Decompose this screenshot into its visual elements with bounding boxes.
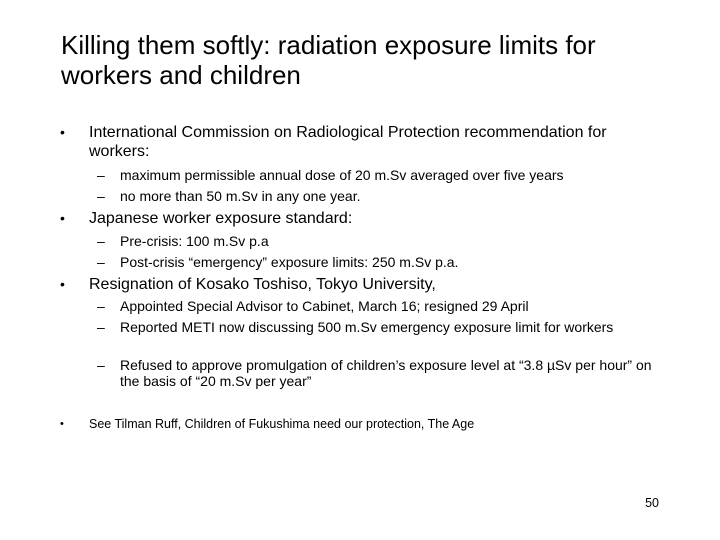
bullet-icon: • xyxy=(60,124,65,140)
sub-bullet-text: maximum permissible annual dose of 20 m.Sv averaged over five years xyxy=(120,167,564,183)
dash-icon: – xyxy=(97,319,105,335)
sub-bullet-text: Appointed Special Advisor to Cabinet, March 16; resigned 29 April xyxy=(120,298,529,314)
bullet-item-2 xyxy=(60,209,669,228)
dash-icon: – xyxy=(97,254,105,270)
page-number: 50 xyxy=(645,496,659,510)
sub-bullet-text: Pre-crisis: 100 m.Sv p.a xyxy=(120,233,269,249)
bullet-text: Resignation of Kosako Toshiso, Tokyo University, xyxy=(89,276,436,293)
sub-bullet-text: no more than 50 m.Sv in any one year. xyxy=(120,188,361,204)
sub-bullet-1-1 xyxy=(97,167,660,183)
sub-bullet-2-2 xyxy=(97,254,660,270)
bullet-item-1 xyxy=(60,123,669,161)
bullet-item-3 xyxy=(60,275,669,294)
bullet-text: See Tilman Ruff, Children of Fukushima need our protection, The Age xyxy=(89,417,475,431)
bullet-text: International Commission on Radiological Protection recommendation for workers: xyxy=(89,124,607,160)
sub-bullet-3-2 xyxy=(97,319,660,335)
bullet-icon: • xyxy=(60,418,64,430)
sub-bullet-3-3 xyxy=(97,357,660,389)
slide-title: Killing them softly: radiation exposure limits for workers and children xyxy=(61,30,596,90)
dash-icon: – xyxy=(97,357,105,373)
sub-bullet-3-1 xyxy=(97,298,660,314)
bullet-icon: • xyxy=(60,210,65,226)
bullet-text: Japanese worker exposure standard: xyxy=(89,210,353,227)
bullet-item-4 xyxy=(60,416,669,432)
dash-icon: – xyxy=(97,188,105,204)
sub-bullet-text: Post-crisis “emergency” exposure limits: 250 m.Sv p.a. xyxy=(120,254,459,270)
sub-bullet-2-1 xyxy=(97,233,660,249)
dash-icon: – xyxy=(97,233,105,249)
bullet-icon: • xyxy=(60,276,65,292)
dash-icon: – xyxy=(97,298,105,314)
sub-bullet-1-2 xyxy=(97,188,660,204)
sub-bullet-text: Reported METI now discussing 500 m.Sv emergency exposure limit for workers xyxy=(120,319,614,335)
sub-bullet-text: Refused to approve promulgation of children’s exposure level at “3.8 µSv per hour” on the basis of “20 m.Sv per year” xyxy=(120,357,652,389)
dash-icon: – xyxy=(97,167,105,183)
